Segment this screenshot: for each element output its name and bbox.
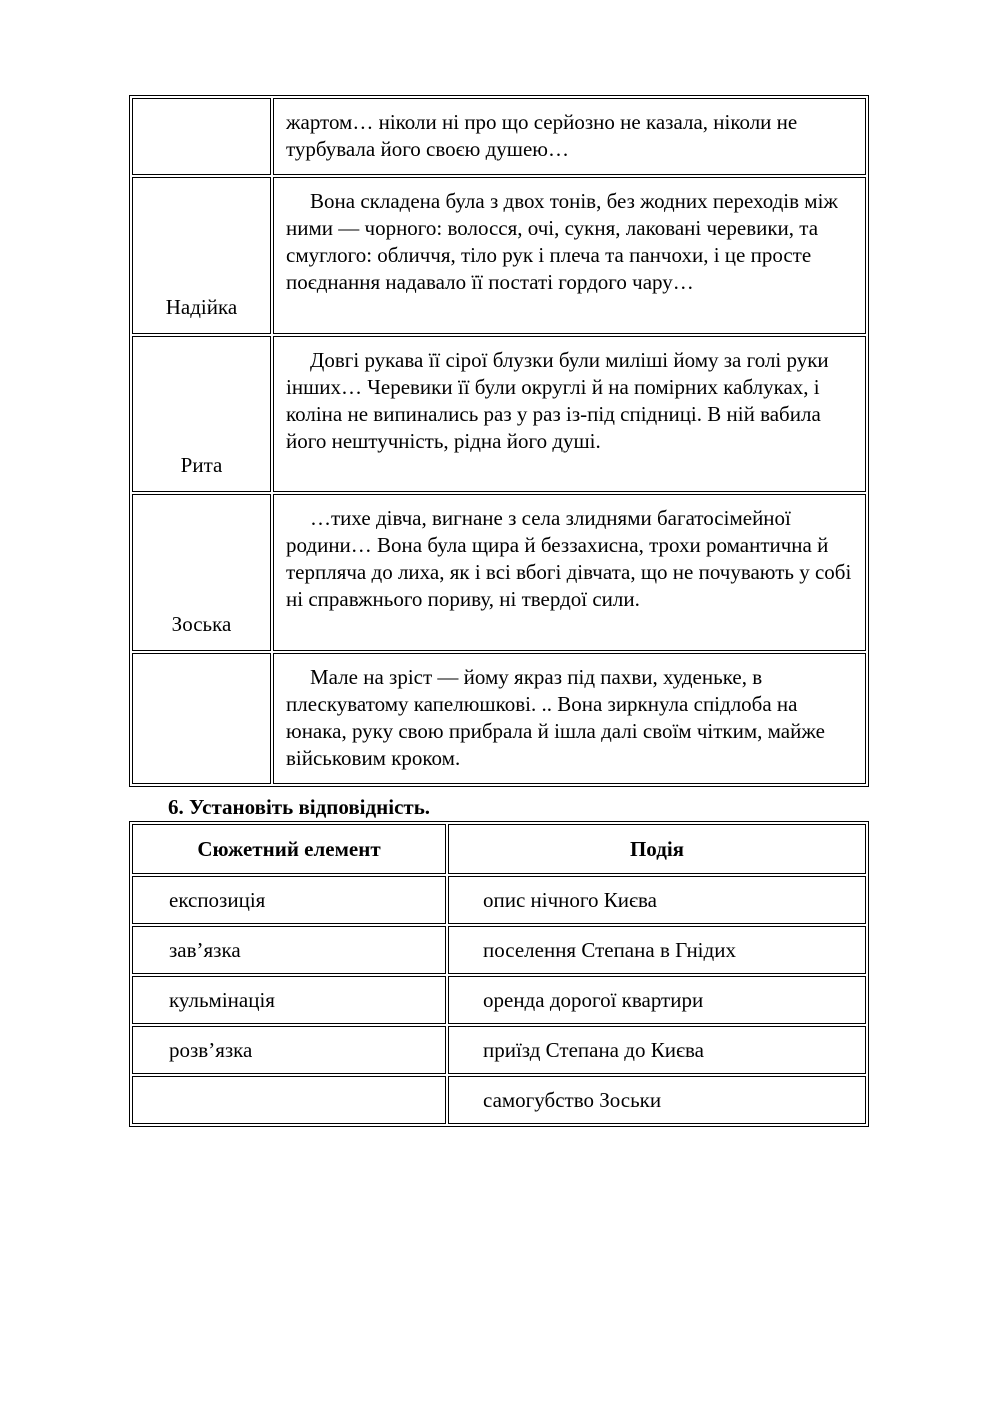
table-row	[132, 98, 866, 175]
character-description: Мале на зріст — йому якраз під пахви, худеньке, в плескуватому капелюшкові. .. Вона зиркнула спідлоба на юнака, руку свою прибрала й ішла далі своїм чітким, майже військовим кроком.	[286, 665, 825, 770]
character-name	[132, 98, 271, 175]
event: поселення Степана в Гнідих	[448, 926, 866, 974]
plot-element: зав’язка	[132, 926, 446, 974]
character-description: …тихе дівча, вигнане з села злиднями багатосімейної родини… Вона була щира й беззахисна, трохи романтична й терпляча до лиха, як і всі вбогі дівчата, що не почувають у собі ні справжнього пориву, ні твердої сили.	[286, 506, 852, 611]
table-row	[132, 1026, 866, 1074]
event: опис нічного Києва	[448, 876, 866, 924]
characters-table	[129, 95, 869, 787]
matching-table	[129, 821, 869, 1127]
character-description: Вона складена була з двох тонів, без жодних переходів між ними — чорного: волосся, очі, сукня, лаковані черевики, та смуглого: обличчя, тіло рук і плеча та панчохи, і це просте поєднання надавало її постаті гордого чару…	[286, 189, 838, 294]
event: приїзд Степана до Києва	[448, 1026, 866, 1074]
table-row	[132, 653, 866, 784]
character-name: Зоська	[132, 494, 271, 651]
plot-element: кульмінація	[132, 976, 446, 1024]
character-name	[132, 653, 271, 784]
table-row	[132, 177, 866, 334]
table-row	[132, 976, 866, 1024]
table-row	[132, 926, 866, 974]
plot-element: експозиція	[132, 876, 446, 924]
character-description: жартом… ніколи ні про що серйозно не казала, ніколи не турбувала його своєю душею…	[273, 98, 866, 175]
character-name: Рита	[132, 336, 271, 492]
event: самогубство Зоськи	[448, 1076, 866, 1124]
header-row	[132, 824, 866, 874]
column-header: Сюжетний елемент	[132, 824, 446, 874]
character-description: Довгі рукава її сірої блузки були миліші йому за голі руки інших… Черевики її були округлі й на помірних каблуках, і коліна не випинались раз у раз із-під спідниці. В ній вабила його нештучність, рідна його душі.	[286, 348, 829, 453]
character-name: Надійка	[132, 177, 271, 334]
event: оренда дорогої квартири	[448, 976, 866, 1024]
table-row	[132, 494, 866, 651]
plot-element: розв’язка	[132, 1026, 446, 1074]
plot-element	[132, 1076, 446, 1124]
table-row	[132, 1076, 866, 1124]
task-title: 6. Установіть відповідність.	[168, 795, 431, 819]
column-header: Подія	[448, 824, 866, 874]
table-row	[132, 876, 866, 924]
table-row	[132, 336, 866, 492]
